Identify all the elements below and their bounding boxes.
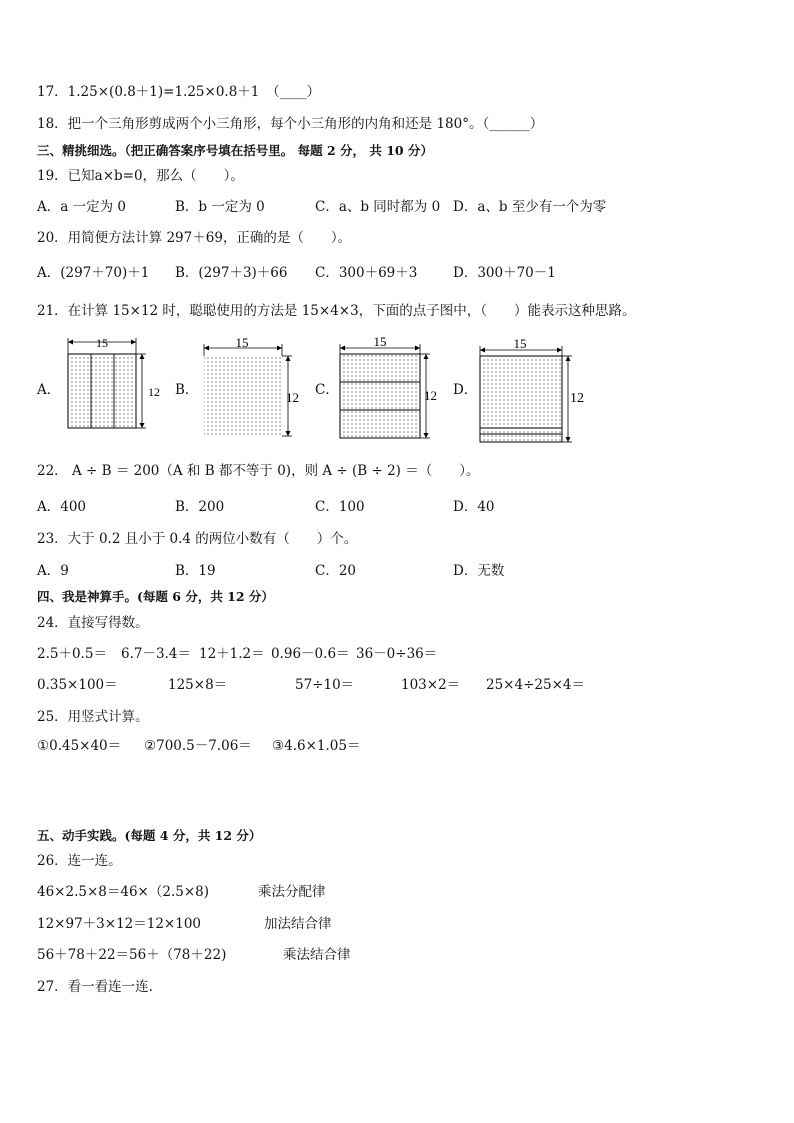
q26-left-item: 12×97＋3×12＝12×100 — [37, 916, 202, 932]
q21-option-a: A． — [37, 382, 61, 398]
q21-c-height-label: 12 — [424, 388, 437, 403]
q25-item: ③4.6×1.05＝ — [272, 738, 361, 754]
q24-item: 2.5＋0.5＝ — [37, 646, 107, 662]
q24-item: 125×8＝ — [168, 677, 228, 693]
section-5-heading: 五、动手实践。(每题 4 分，共 12 分） — [37, 828, 262, 843]
q24-item: 103×2＝ — [401, 677, 461, 693]
q19-option-c: C．a、b 同时都为 0 — [315, 199, 441, 215]
q26-left-item: 46×2.5×8＝46×（2.5×8) — [37, 884, 209, 900]
question-25-stem: 25．用竖式计算。 — [37, 709, 149, 725]
q23-option-b: B．19 — [175, 563, 216, 579]
q22-option-b: B．200 — [175, 499, 225, 515]
q23-option-c: C．20 — [315, 563, 357, 579]
question-19-stem: 19．已知a×b=0，那么（ ）。 — [37, 168, 244, 184]
q21-a-height-label: 12 — [148, 385, 160, 399]
q21-d-width-label: 15 — [513, 336, 527, 351]
q21-d-height-label: 12 — [570, 391, 584, 406]
question-24-stem: 24．直接写得数。 — [37, 615, 149, 631]
q24-item: 0.96－0.6＝ — [271, 646, 350, 662]
q21-figure-c — [334, 334, 446, 442]
q24-item: 12＋1.2＝ — [199, 646, 265, 662]
q25-item: ②700.5－7.06＝ — [144, 738, 252, 754]
question-22-stem: 22． A ÷ B ＝ 200（A 和 B 都不等于 0)，则 A ÷ (B ÷ 2) ＝（ ）。 — [37, 463, 480, 479]
q24-item: 57÷10＝ — [295, 677, 355, 693]
q21-b-height-label: 12 — [286, 390, 299, 405]
q21-c-width-label: 15 — [373, 334, 387, 349]
question-26-stem: 26．连一连。 — [37, 853, 122, 869]
q26-right-item: 乘法结合律 — [283, 947, 351, 963]
q22-option-a: A．400 — [37, 499, 87, 515]
q19-option-d: D．a、b 至少有一个为零 — [453, 199, 607, 215]
q21-figure-d — [474, 334, 590, 446]
q26-right-item: 乘法分配律 — [258, 884, 326, 900]
q21-option-d: D． — [453, 382, 478, 398]
q24-item: 0.35×100＝ — [37, 677, 118, 693]
q19-option-b: B．b 一定为 0 — [175, 199, 265, 215]
q24-item: 6.7－3.4＝ — [121, 646, 191, 662]
q26-right-item: 加法结合律 — [264, 916, 332, 932]
q24-item: 25×4÷25×4＝ — [486, 677, 585, 693]
question-27: 27．看一看连一连. — [37, 979, 153, 995]
q20-option-c: C．300＋69＋3 — [315, 265, 418, 281]
q23-option-d: D．无数 — [453, 563, 505, 579]
q23-option-a: A．9 — [37, 563, 69, 579]
q21-b-width-label: 15 — [235, 336, 249, 350]
q26-left-item: 56＋78＋22＝56＋（78＋22) — [37, 947, 227, 963]
question-21-stem: 21．在计算 15×12 时，聪聪使用的方法是 15×4×3，下面的点子图中，（ ）能表示这种思路。 — [37, 303, 636, 319]
q19-option-a: A．a 一定为 0 — [37, 199, 126, 215]
q25-item: ①0.45×40＝ — [37, 738, 122, 754]
q20-option-b: B．(297＋3)＋66 — [175, 265, 288, 281]
q20-option-d: D．300＋70－1 — [453, 265, 556, 281]
q20-option-a: A．(297＋70)＋1 — [37, 265, 150, 281]
q21-option-b: B． — [175, 382, 199, 398]
question-18: 18．把一个三角形剪成两个小三角形，每个小三角形的内角和还是 180°。（______） — [37, 116, 544, 132]
q24-item: 36－0÷36＝ — [356, 646, 438, 662]
q21-figure-b — [198, 336, 308, 442]
question-20-stem: 20．用简便方法计算 297＋69，正确的是（ ）。 — [37, 230, 352, 246]
q21-a-width-label: 15 — [96, 336, 108, 350]
section-4-heading: 四、我是神算手。(每题 6 分，共 12 分） — [37, 589, 274, 604]
q21-option-c: C． — [315, 382, 339, 398]
section-3-heading: 三、精挑细选。（把正确答案序号填在括号里。 每题 2 分， 共 10 分） — [37, 143, 433, 158]
q22-option-c: C．100 — [315, 499, 365, 515]
question-17: 17．1.25×(0.8＋1)=1.25×0.8＋1 （____） — [37, 84, 321, 100]
question-23-stem: 23．大于 0.2 且小于 0.4 的两位小数有（ ）个。 — [37, 531, 358, 547]
q21-figure-a — [62, 336, 162, 436]
q22-option-d: D．40 — [453, 499, 495, 515]
